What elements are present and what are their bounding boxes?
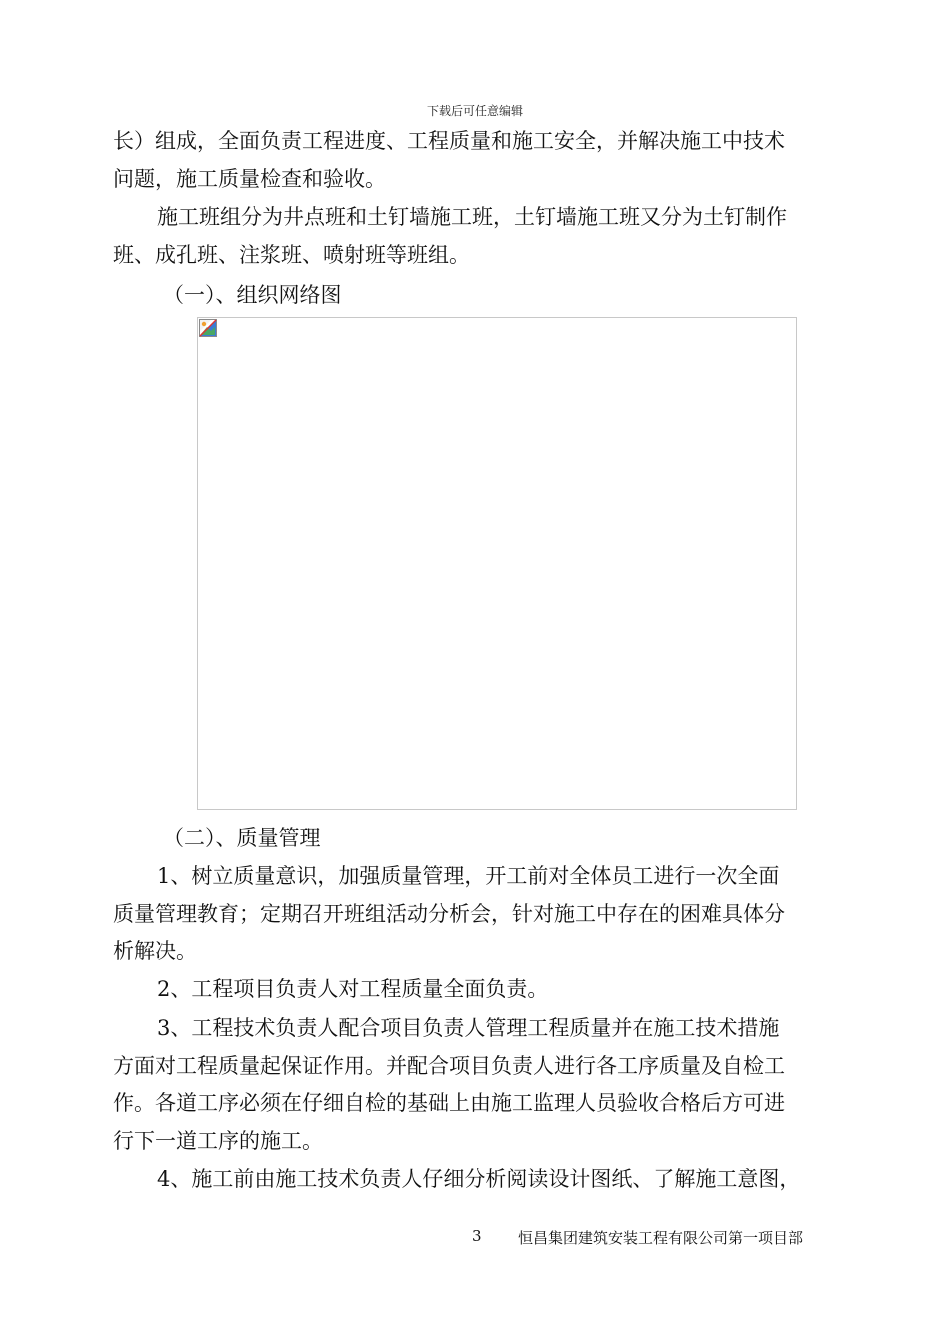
- broken-image-icon: [199, 319, 217, 337]
- text-line: 作。各道工序必须在仔细自检的基础上由施工监理人员验收合格后方可进: [113, 1091, 785, 1115]
- quality-item-2: [113, 971, 838, 1009]
- header-note: 下载后可任意编辑: [426, 104, 523, 118]
- paragraph-work-teams: [113, 199, 838, 274]
- text-line: 析解决。: [113, 939, 197, 963]
- org-chart-image-placeholder: [197, 317, 797, 810]
- text-line: 方面对工程质量起保证作用。并配合项目负责人进行各工序质量及自检工: [113, 1053, 785, 1078]
- quality-item-3: [113, 1010, 838, 1160]
- text-line: 长）组成，全面负责工程进度、工程质量和施工安全，并解决施工中技术: [113, 129, 785, 153]
- quality-item-1: [113, 858, 838, 971]
- text-line: 质量管理教育；定期召开班组活动分析会，针对施工中存在的困难具体分: [113, 901, 785, 926]
- text-line: 4、施工前由施工技术负责人仔细分析阅读设计图纸、了解施工意图，: [157, 1167, 801, 1191]
- text-line: 2、工程项目负责人对工程质量全面负责。: [157, 977, 549, 1001]
- text-line: 班、成孔班、注浆班、喷射班等班组。: [113, 242, 470, 267]
- section-heading-text: （一）、组织网络图: [163, 283, 342, 307]
- text-line: 3、工程技术负责人配合项目负责人管理工程质量并在施工技术措施: [157, 1016, 780, 1040]
- text-line: 1、树立质量意识，加强质量管理，开工前对全体员工进行一次全面: [157, 864, 780, 888]
- page-number: 3: [472, 1227, 482, 1245]
- paragraph-organization: [113, 123, 838, 198]
- footer-company-name: 恒昌集团建筑安装工程有限公司第一项目部: [518, 1229, 804, 1247]
- section-heading-org-chart: [113, 277, 838, 315]
- section-heading-text: （二）、质量管理: [163, 826, 321, 850]
- text-line: 施工班组分为井点班和土钉墙施工班，土钉墙施工班又分为土钉制作: [157, 205, 787, 229]
- quality-item-4: [113, 1161, 838, 1199]
- section-heading-quality: [113, 820, 838, 858]
- text-line: 行下一道工序的施工。: [113, 1128, 323, 1153]
- text-line: 问题，施工质量检查和验收。: [113, 166, 386, 191]
